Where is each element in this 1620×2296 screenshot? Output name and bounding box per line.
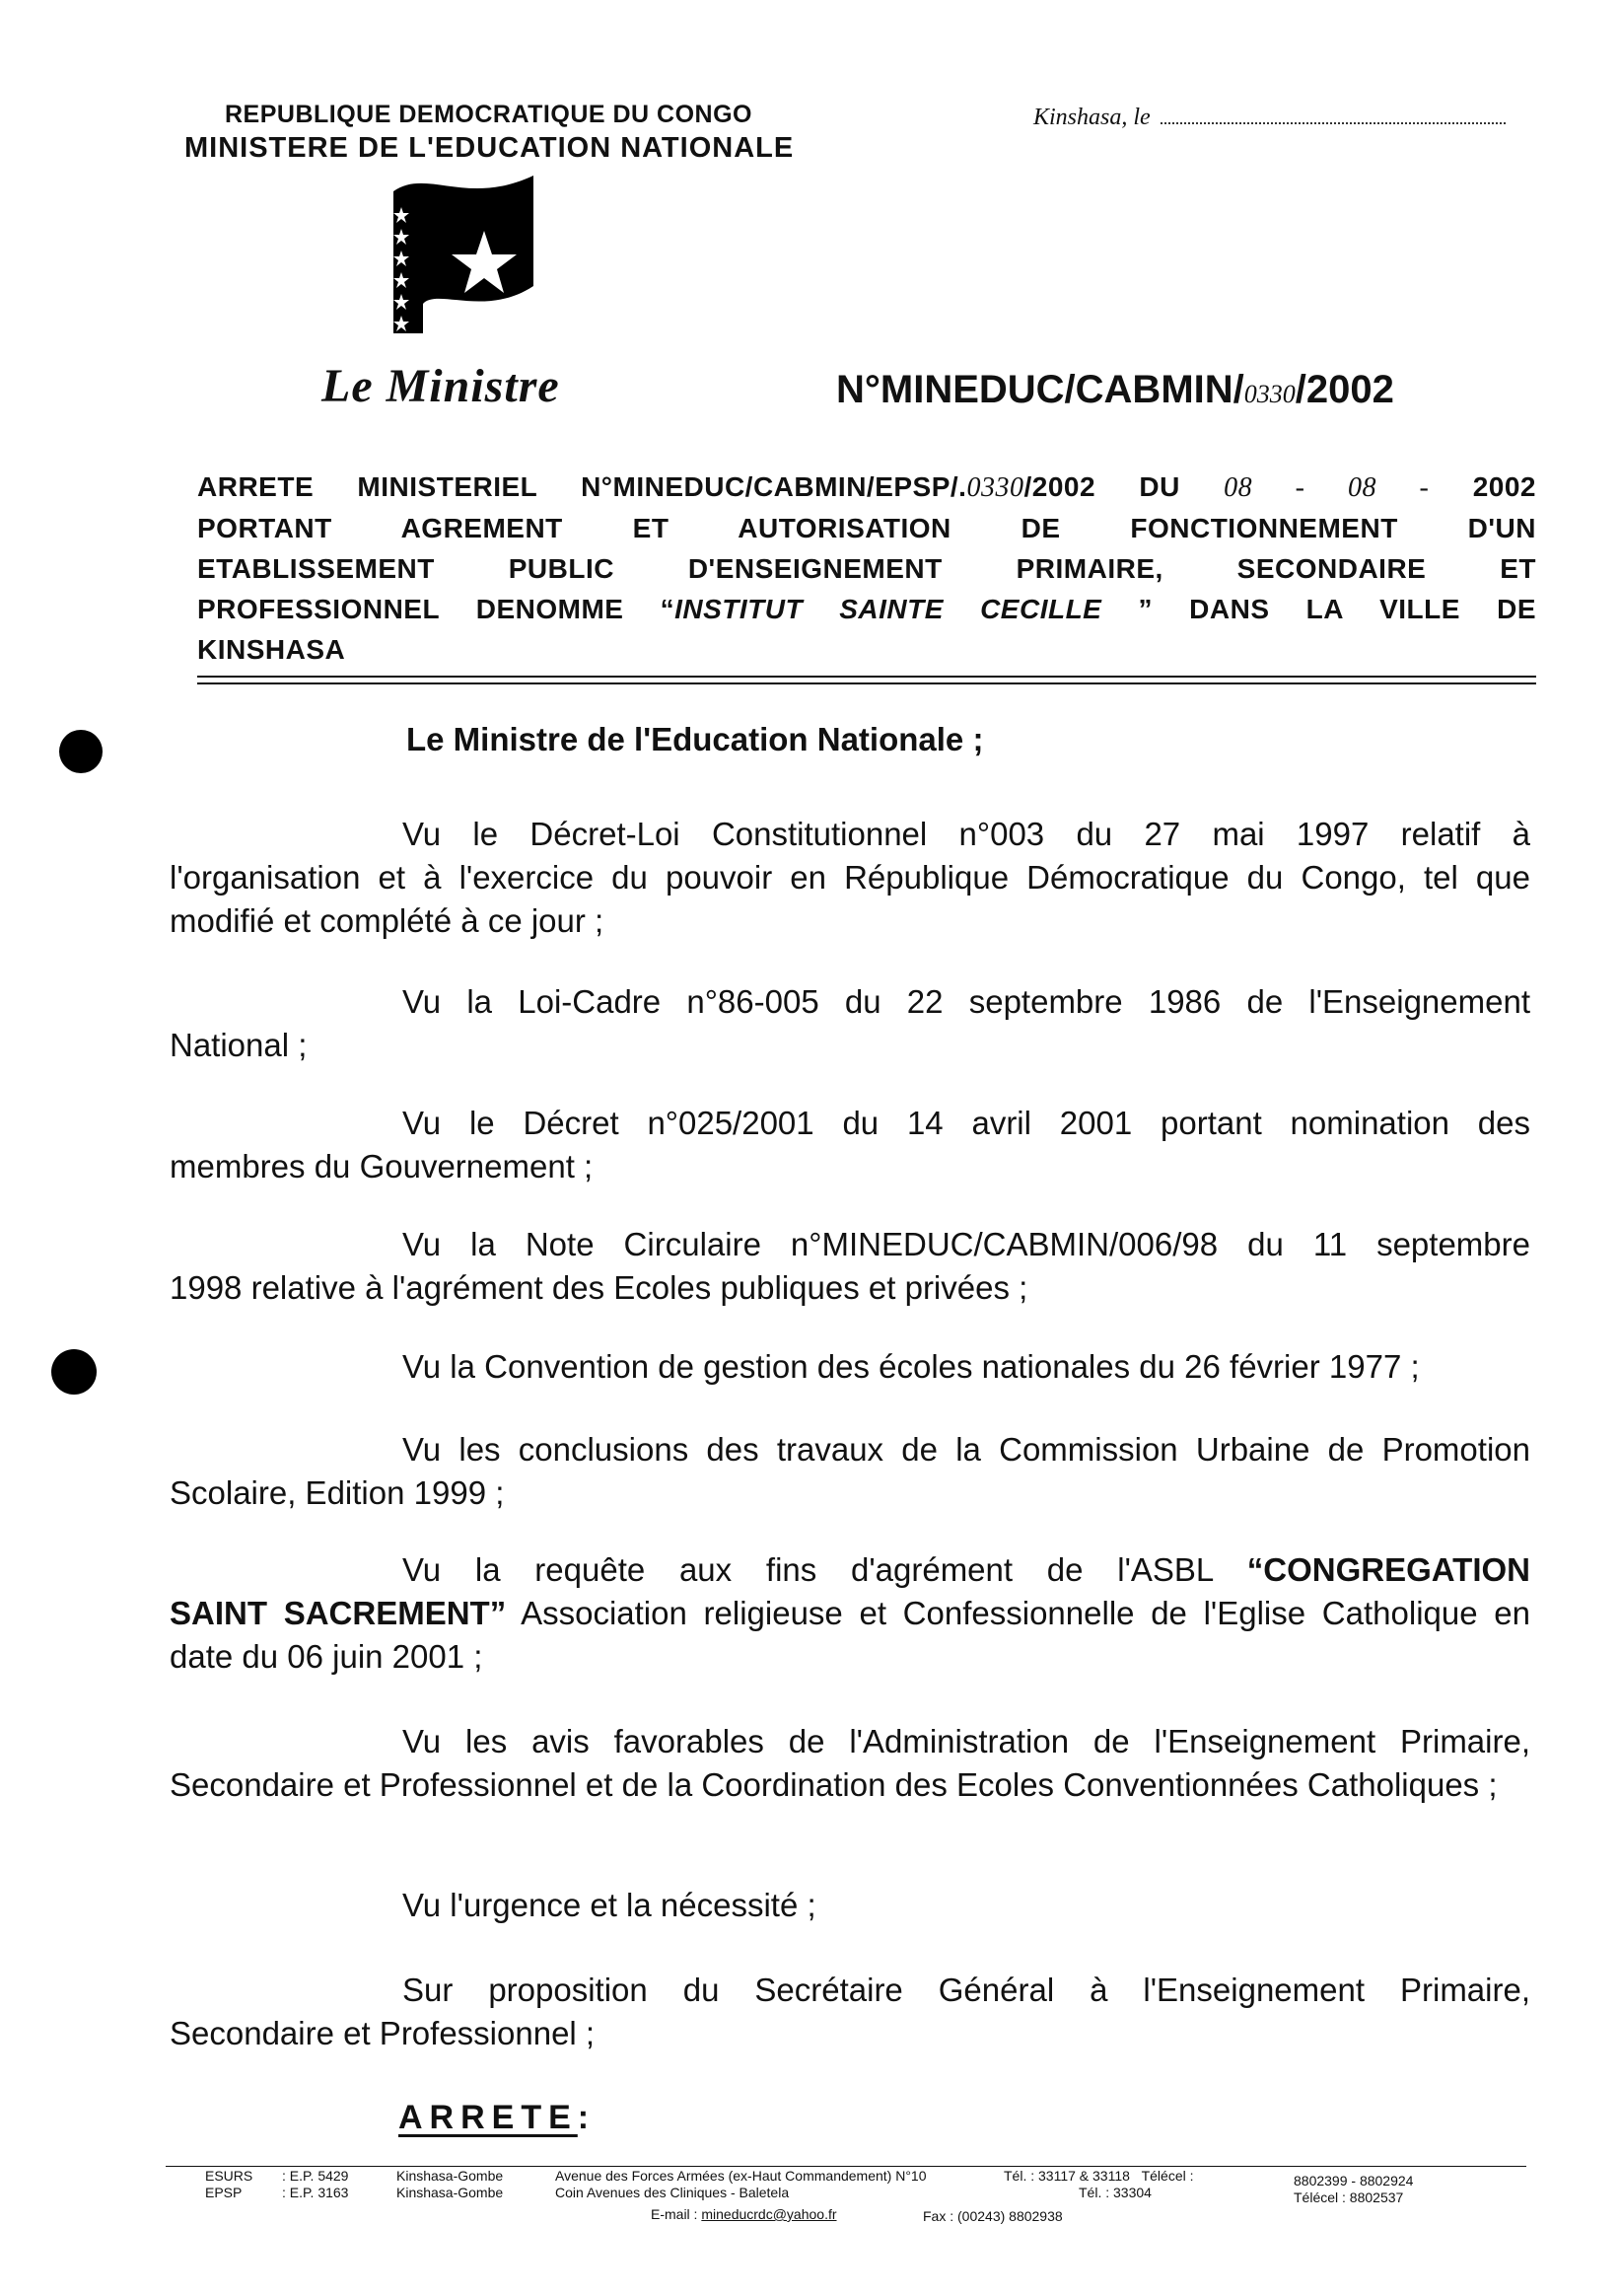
- section-heading: Le Ministre de l'Education Nationale ;: [406, 721, 984, 757]
- footer-tel-2: Tél. : 33304: [1079, 2185, 1152, 2200]
- title-line-4-suffix: ” DANS LA VILLE DE: [1101, 594, 1536, 624]
- consideration-rest: Secondaire et Professionnel et de la Coordination des Ecoles Conventionnées Catholiques ;: [170, 1766, 1498, 1803]
- decision-colon: :: [577, 2099, 597, 2136]
- consideration-rest: Secondaire et Professionnel ;: [170, 2015, 596, 2051]
- footer-right-1: 8802399 - 8802924: [1294, 2173, 1414, 2188]
- institution-name: INSTITUT SAINTE CECILLE: [674, 594, 1102, 624]
- title-line-1: [197, 466, 1536, 508]
- consideration-rest: 1998 relative à l'agrément des Ecoles publiques et privées ;: [170, 1269, 1028, 1306]
- consideration-first-line: Vu le Décret-Loi Constitutionnel n°003 du 27 mai 1997 relatif à: [402, 816, 1530, 852]
- footer-text: : E.P. 5429: [282, 2168, 349, 2184]
- minister-signature: Le Ministre: [321, 360, 560, 412]
- consideration-first-line: Vu les avis favorables de l'Administration de l'Enseignement Primaire,: [402, 1723, 1530, 1759]
- decree-title: [197, 466, 1536, 670]
- country-name: REPUBLIQUE DEMOCRATIQUE DU CONGO: [225, 101, 752, 128]
- title-rule-bottom: [197, 682, 1536, 684]
- consideration-2: [170, 980, 1530, 1067]
- reference-prefix: N°MINEDUC/CABMIN/: [836, 368, 1244, 411]
- reference-number: [836, 368, 1394, 412]
- consideration-rest: l'organisation et à l'exercice du pouvoir en République Démocratique du Congo, tel que modifié et complété à ce jour ;: [170, 859, 1530, 939]
- flag-emblem-icon: [387, 170, 535, 335]
- title-year: 2002: [1472, 471, 1537, 502]
- consideration-3: [170, 1102, 1530, 1188]
- footer-text: ESURS: [205, 2168, 253, 2184]
- consideration-8: [170, 1720, 1530, 1807]
- consideration-10: [170, 1969, 1530, 2055]
- consideration-9: [170, 1884, 1530, 1927]
- congregation-name: “CONGREGATION: [1246, 1551, 1530, 1588]
- footer-right-2: Télécel : 8802537: [1294, 2189, 1404, 2205]
- consideration-7: [170, 1548, 1530, 1679]
- footer-text: Kinshasa-Gombe: [396, 2185, 504, 2200]
- consideration-4: [170, 1223, 1530, 1310]
- footer-col-1: [205, 2168, 252, 2201]
- title-mid: /2002 DU: [1023, 471, 1180, 502]
- footer-text: : E.P. 3163: [282, 2185, 349, 2200]
- title-prefix: ARRETE MINISTERIEL N°MINEDUC/CABMIN/EPSP/.: [197, 471, 967, 502]
- footer-fax: Fax : (00243) 8802938: [923, 2208, 1063, 2224]
- consideration-first-line: Vu l'urgence et la nécessité ;: [402, 1887, 816, 1923]
- consideration-first-line: Vu la Note Circulaire n°MINEDUC/CABMIN/006/98 du 11 septembre: [402, 1226, 1530, 1262]
- place-date-label: Kinshasa, le: [1033, 105, 1151, 130]
- footer-rule: [166, 2166, 1526, 2167]
- footer-text: EPSP: [205, 2185, 243, 2200]
- footer-text: Kinshasa-Gombe: [396, 2168, 504, 2184]
- footer-text: Coin Avenues des Cliniques - Baletela: [555, 2185, 790, 2200]
- reference-suffix: /2002: [1295, 368, 1394, 411]
- footer-email: [651, 2206, 837, 2223]
- footer-text: Tél. : 33117 & 33118: [1004, 2168, 1130, 2184]
- consideration-rest: National ;: [170, 1027, 308, 1063]
- title-handwritten-date: 08 - 08 -: [1224, 472, 1430, 503]
- footer-text: Télécel :: [1141, 2168, 1194, 2184]
- punch-hole: [51, 1349, 97, 1395]
- reference-handwritten-number: 0330: [1243, 380, 1296, 408]
- consideration-rest: Scolaire, Edition 1999 ;: [170, 1474, 505, 1511]
- consideration-first-line: Vu le Décret n°025/2001 du 14 avril 2001 portant nomination des: [402, 1105, 1530, 1141]
- consideration-6: [170, 1428, 1530, 1515]
- consideration-first-line: Vu la Convention de gestion des écoles nationales du 26 février 1977 ;: [402, 1348, 1420, 1385]
- date-blank: [1161, 105, 1506, 124]
- decision-heading-text: ARRETE: [398, 2099, 578, 2136]
- footer-col-3: [396, 2168, 503, 2201]
- consideration-rest: membres du Gouvernement ;: [170, 1148, 594, 1184]
- title-rule-top: [197, 676, 1536, 678]
- place-date-line: [1033, 105, 1506, 131]
- consideration-first-line: [170, 1548, 1530, 1592]
- consideration-5: [170, 1345, 1530, 1389]
- consideration-first-line: Sur proposition du Secrétaire Général à l'Enseignement Primaire,: [402, 1972, 1530, 2008]
- title-line-3: ETABLISSEMENT PUBLIC D'ENSEIGNEMENT PRIMAIRE, SECONDAIRE ET: [197, 553, 1536, 584]
- footer-email-link[interactable]: mineducrdc@yahoo.fr: [701, 2206, 837, 2222]
- consideration-text: Association religieuse et Confessionnelle de l'Eglise Catholique en date du 06 juin 2001 ;: [170, 1595, 1530, 1675]
- footer-email-label: E-mail :: [651, 2206, 698, 2222]
- consideration-first-line: Vu la Loi-Cadre n°86-005 du 22 septembre 1986 de l'Enseignement: [402, 983, 1530, 1020]
- footer-text: Avenue des Forces Armées (ex-Haut Commandement) N°10: [555, 2168, 927, 2184]
- title-line-5: KINSHASA: [197, 634, 346, 665]
- footer-col-2: [282, 2168, 348, 2201]
- consideration-rest: [170, 1592, 1530, 1679]
- title-line-4-prefix: PROFESSIONNEL DENOMME “: [197, 594, 675, 624]
- ministry-name: MINISTERE DE L'EDUCATION NATIONALE: [184, 132, 795, 164]
- punch-hole: [59, 730, 103, 773]
- title-handwritten-number: 0330: [966, 472, 1024, 503]
- consideration-1: [170, 813, 1530, 943]
- footer-tel-1: [1004, 2168, 1194, 2185]
- congregation-name-cont: SAINT SACREMENT”: [170, 1595, 507, 1631]
- consideration-text: Vu la requête aux fins d'agrément de l'ASBL: [402, 1551, 1247, 1588]
- footer-col-4: [555, 2168, 927, 2201]
- decision-heading: [398, 2099, 596, 2137]
- consideration-first-line: Vu les conclusions des travaux de la Commission Urbaine de Promotion: [402, 1431, 1530, 1468]
- title-line-2: PORTANT AGREMENT ET AUTORISATION DE FONCTIONNEMENT D'UN: [197, 513, 1536, 543]
- title-line-4: [197, 589, 1536, 629]
